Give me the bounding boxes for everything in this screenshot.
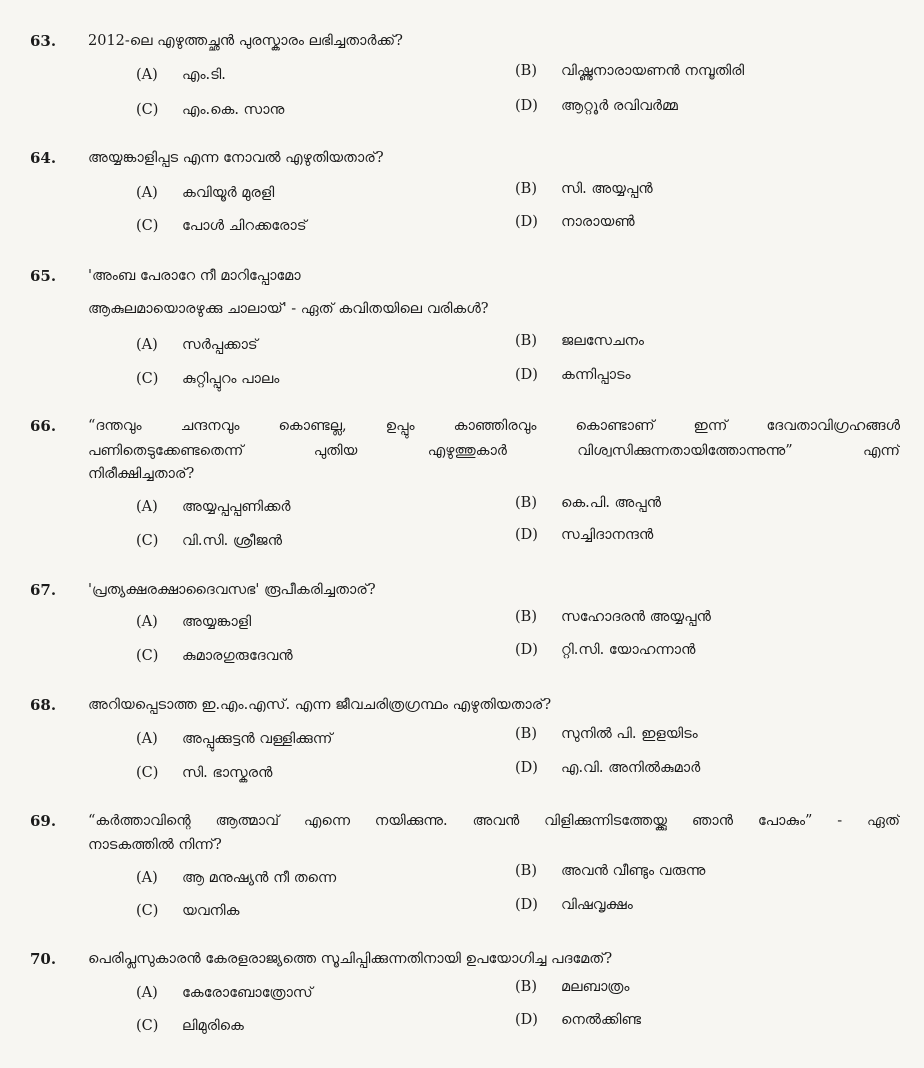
- option-text: കന്നിപ്പാടം: [561, 367, 631, 383]
- option-label: (D): [515, 760, 538, 776]
- option-text: കവിയൂർ മുരളി: [182, 185, 275, 201]
- option-c: [136, 898, 239, 924]
- option-b: [515, 604, 711, 630]
- question-number: 68.: [30, 696, 57, 714]
- option-text: അവൻ വീണ്ടും വരുന്നു: [561, 863, 706, 879]
- option-text: സഹോദരൻ അയ്യപ്പൻ: [561, 609, 711, 625]
- option-label: (A): [136, 614, 158, 630]
- question-text: അയ്യങ്കാളിപ്പട എന്ന നോവൽ എഴുതിയതാര്?: [88, 150, 384, 166]
- question-text: 'പ്രത്യക്ഷരക്ഷാദൈവസഭ' രൂപീകരിച്ചതാര്?: [88, 582, 376, 598]
- option-c: [136, 366, 279, 392]
- option-label: (A): [136, 731, 158, 747]
- option-label: (D): [515, 642, 538, 658]
- question-text: അറിയപ്പെടാത്ത ഇ.എം.എസ്. എന്ന ജീവചരിത്രഗ്രന്ഥം എഴുതിയതാര്?: [88, 697, 552, 713]
- option-label: (D): [515, 214, 538, 230]
- option-label: (D): [515, 527, 538, 543]
- option-label: (B): [515, 863, 537, 879]
- option-d: [515, 637, 695, 663]
- option-c: [136, 760, 272, 786]
- option-text: സച്ചിദാനന്ദൻ: [561, 527, 654, 543]
- option-text: ലിമുരികെ: [182, 1018, 244, 1034]
- option-label: (D): [515, 98, 538, 114]
- option-label: (C): [136, 1018, 159, 1034]
- question-stem-continued: [0, 461, 924, 487]
- option-text: റ്റി.സി. യോഹന്നാൻ: [561, 642, 696, 658]
- option-text: എ.വി. അനിൽകുമാർ: [561, 760, 701, 776]
- option-b: [515, 490, 661, 516]
- option-label: (D): [515, 367, 538, 383]
- option-d: [515, 892, 633, 918]
- question-text-line-2: ആകുലമായൊരഴുക്കു ചാലായ്' - ഏത് കവിതയിലെ വരികൾ?: [88, 301, 489, 317]
- option-text: യവനിക: [182, 903, 240, 919]
- option-d: [515, 755, 700, 781]
- question-stem: [0, 145, 924, 171]
- option-b: [515, 58, 744, 84]
- question-text-line-1: “ദന്തവും ചന്ദനവും കൊണ്ടല്ല, ഉപ്പും കാഞ്ഞിരവും കൊണ്ടാണ് ഇന്ന് ദേവതാവിഗ്രഹങ്ങൾ: [88, 418, 900, 434]
- option-label: (A): [136, 985, 158, 1001]
- option-label: (C): [136, 533, 159, 549]
- question-number: 63.: [30, 32, 57, 50]
- question-stem-continued: [0, 832, 924, 858]
- option-text: ആ മനുഷ്യൻ നീ തന്നെ: [182, 870, 337, 886]
- question-number: 69.: [30, 812, 57, 830]
- question-text-line-2: നാടകത്തിൽ നിന്ന്?: [88, 837, 222, 853]
- option-a: [136, 180, 274, 206]
- option-c: [136, 97, 284, 123]
- option-text: വിഷവൃക്ഷം: [561, 897, 633, 913]
- option-d: [515, 522, 653, 548]
- option-a: [136, 980, 313, 1006]
- question-number: 65.: [30, 267, 57, 285]
- option-text: കേരോബോത്രോസ്: [182, 985, 313, 1001]
- option-text: അയ്യപ്പപ്പണിക്കർ: [182, 499, 291, 515]
- option-label: (C): [136, 648, 159, 664]
- option-a: [136, 726, 332, 752]
- option-text: ജലസേചനം: [561, 333, 645, 349]
- question-stem: [0, 946, 924, 972]
- option-text: നാരായൺ: [561, 214, 635, 230]
- option-a: [136, 332, 258, 358]
- option-label: (B): [515, 609, 537, 625]
- option-text: പോൾ ചിറക്കരോട്: [182, 218, 307, 234]
- question-stem: [0, 28, 924, 54]
- option-b: [515, 328, 644, 354]
- option-text: സി. അയ്യപ്പൻ: [561, 181, 653, 197]
- option-text: കെ.പി. അപ്പൻ: [561, 495, 662, 511]
- question-text: പെരിപ്ലസുകാരൻ കേരളരാജ്യത്തെ സൂചിപ്പിക്കുന്നതിനായി ഉപയോഗിച്ച പദമേത്?: [88, 951, 613, 967]
- option-label: (B): [515, 63, 537, 79]
- option-label: (C): [136, 102, 159, 118]
- question-text-line-1: 'അംബ പേരാറേ നീ മാറിപ്പോമോ: [88, 268, 301, 284]
- option-label: (C): [136, 218, 159, 234]
- option-text: വി.സി. ശ്രീജൻ: [182, 533, 283, 549]
- option-text: സർപ്പക്കാട്: [182, 337, 258, 353]
- option-label: (B): [515, 726, 537, 742]
- option-a: [136, 62, 226, 88]
- option-label: (B): [515, 495, 537, 511]
- option-label: (D): [515, 897, 538, 913]
- option-label: (C): [136, 765, 159, 781]
- question-stem: [0, 413, 924, 439]
- question-number: 70.: [30, 950, 57, 968]
- question-stem: [0, 577, 924, 603]
- question-text-line-1: “കർത്താവിന്റെ ആത്മാവ് എന്നെ നയിക്കുന്നു. അവൻ വിളിക്കുന്നിടത്തേയ്ക്കു ഞാൻ പോകും” - ഏത്: [88, 813, 900, 829]
- option-label: (C): [136, 371, 159, 387]
- option-label: (A): [136, 870, 158, 886]
- option-c: [136, 528, 282, 554]
- option-label: (C): [136, 903, 159, 919]
- question-number: 67.: [30, 581, 57, 599]
- question-text-line-2: പണിതെടുക്കേണ്ടതെന്ന് പുതിയ എഴുത്തുകാർ വിശ്വസിക്കുന്നതായിത്തോന്നുന്നു” എന്ന്: [88, 443, 900, 459]
- option-a: [136, 609, 251, 635]
- option-b: [515, 858, 705, 884]
- option-text: കുറ്റിപ്പുറം പാലം: [182, 371, 280, 387]
- option-text: കുമാരഗുരുദേവൻ: [182, 648, 293, 664]
- option-label: (A): [136, 67, 158, 83]
- question-number: 66.: [30, 417, 57, 435]
- option-text: അയ്യങ്കാളി: [182, 614, 252, 630]
- option-text: എം.ടി.: [182, 67, 226, 83]
- option-c: [136, 643, 293, 669]
- option-label: (A): [136, 185, 158, 201]
- option-text: അപ്പുക്കുട്ടൻ വള്ളിക്കുന്ന്: [182, 731, 333, 747]
- option-c: [136, 1013, 244, 1039]
- option-a: [136, 865, 336, 891]
- option-text: ആറ്റൂർ രവിവർമ്മ: [561, 98, 678, 114]
- question-stem-continued: [0, 296, 924, 322]
- option-label: (A): [136, 499, 158, 515]
- option-label: (B): [515, 181, 537, 197]
- option-text: മലബാത്രം: [561, 979, 630, 995]
- option-b: [515, 176, 653, 202]
- option-text: എം.കെ. സാനു: [182, 102, 285, 118]
- question-stem: [0, 263, 924, 289]
- option-text: സുനിൽ പി. ഇളയിടം: [561, 726, 698, 742]
- question-text: 2012-ലെ എഴുത്തച്ഛൻ പുരസ്കാരം ലഭിച്ചതാർക്ക്?: [88, 33, 403, 49]
- option-d: [515, 1007, 641, 1033]
- option-d: [515, 93, 678, 119]
- option-label: (B): [515, 979, 537, 995]
- option-b: [515, 721, 698, 747]
- option-label: (B): [515, 333, 537, 349]
- option-text: സി. ഭാസ്കരൻ: [182, 765, 273, 781]
- question-stem: [0, 692, 924, 718]
- question-text-line-3: നിരീക്ഷിച്ചതാര്?: [88, 466, 195, 482]
- option-label: (A): [136, 337, 158, 353]
- option-text: വിഷ്ണുനാരായണൻ നമ്പൂതിരി: [561, 63, 745, 79]
- question-number: 64.: [30, 149, 57, 167]
- option-label: (D): [515, 1012, 538, 1028]
- option-a: [136, 494, 291, 520]
- option-d: [515, 209, 635, 235]
- option-b: [515, 974, 629, 1000]
- option-d: [515, 362, 631, 388]
- question-stem: [0, 808, 924, 834]
- option-text: നെൽക്കിണ്ട: [561, 1012, 642, 1028]
- option-c: [136, 213, 307, 239]
